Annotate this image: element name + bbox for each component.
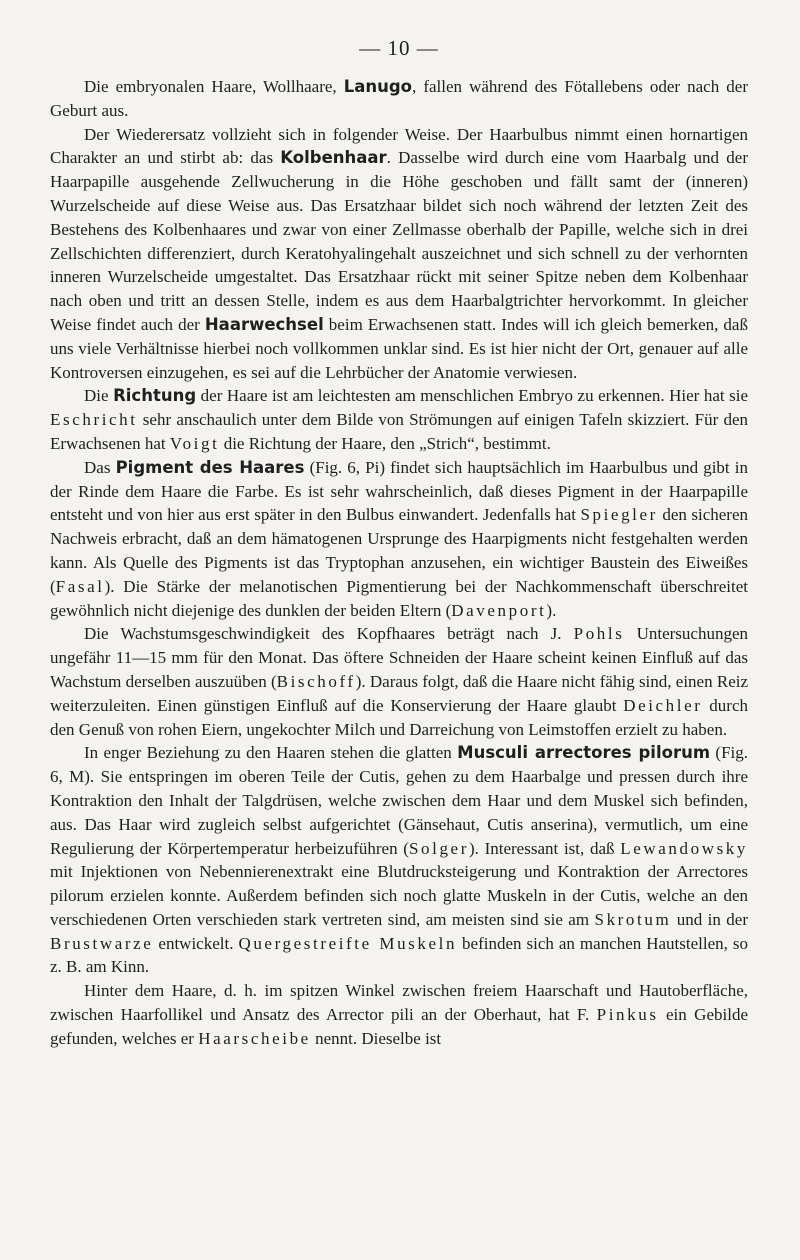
page-number: — 10 — xyxy=(359,36,439,60)
spaced-name: Solger xyxy=(408,838,469,858)
spaced-name: Davenport xyxy=(451,600,547,620)
paragraph xyxy=(50,622,748,741)
text-run: (Fig. 6, Pi) findet sich hauptsächlich im Haarbulbus und gibt in der Rinde dem Haare die Farbe. Es ist sehr wahrscheinlich, daß dieses Pigment in der Haarpapille entsteht und von hier aus erst später in den Bulbus einwandert. Jedenfalls hat xyxy=(50,457,748,525)
text-run: ). Die Stärke der melanotischen Pigmentierung bei der Nachkommenschaft überschreitet gewöhnlich nicht diejenige des dunklen der beiden Eltern ( xyxy=(50,576,748,620)
text-run: sehr anschaulich unter dem Bilde von Strömungen auf einigen Tafeln skizziert. Für den Erwachsenen hat xyxy=(50,410,748,453)
spaced-name: Quergestreifte Muskeln xyxy=(238,933,458,953)
text-run: ). Interessant ist, daß xyxy=(468,838,621,858)
spaced-name: Skrotum xyxy=(594,909,672,929)
text-run: Untersuchungen ungefähr 11—15 mm für den Monat. Das öftere Schneiden der Haare scheint keinen Einfluß auf das Wachstum derselben auszuüben ( xyxy=(50,624,748,691)
spaced-name: Fasal xyxy=(55,576,105,596)
spaced-name: Deichler xyxy=(623,695,703,715)
text-run: beim Erwachsenen statt. Indes will ich gleich bemerken, daß uns viele Verhältnisse hierbei noch vollkommen unklar sind. Es ist hier nicht der Ort, genauer auf alle Kontroversen einzugehen, es sei auf die Lehrbücher der Anatomie verwiesen. xyxy=(50,314,748,382)
spaced-name: Eschricht xyxy=(50,410,138,430)
spaced-name: Bischoff xyxy=(276,671,356,691)
text-run: . Dasselbe wird durch eine vom Haarbalg und der Haarpapille ausgehende Zellwucherung in die Höhe geschoben und fällt samt der (inneren) Wurzelscheide auf diese Weise aus. Das Ersatzhaar bildet sich noch während der letzten Zeit des Bestehens des Kolbenhaares und zwar von einer Zellmasse oberhalb der Papille, welche sich in drei Zellschichten differenziert, durch Keratohyalingehalt auszeichnet und sich schnell zu der verhornten inneren Wurzelscheide umgestaltet. Das Ersatzhaar rückt mit seiner Spitze neben dem Kolbenhaar nach oben und tritt an dessen Stelle, indem es aus dem Haarbalgtrichter hervorkommt. In gleicher Weise findet auch der xyxy=(50,148,748,334)
text-run: befinden sich an manchen Hautstellen, so z. B. am Kinn. xyxy=(50,933,748,977)
spaced-name: Pinkus xyxy=(596,1005,659,1025)
text-run: Das xyxy=(84,457,116,477)
text-run: der Haare ist am leichtesten am menschlichen Embryo zu erkennen. Hier hat sie xyxy=(196,386,749,406)
text-run: Der Wiederersatz vollzieht sich in folgender Weise. Der Haarbulbus nimmt einen hornartigen Charakter an und stirbt ab: das xyxy=(50,124,748,168)
spaced-name: Haarscheibe xyxy=(198,1028,311,1048)
text-run: den sicheren Nachweis erbracht, daß an dem hämatogenen Ursprunge des Haarpigments nicht festgehalten werden kann. Als Quelle des Pigments ist das Tryptophan anzusehen, ein wichtiger Baustein des Eiweißes ( xyxy=(50,505,748,596)
spaced-name: Lewandowsky xyxy=(620,838,748,858)
bold-term: Haarwechsel xyxy=(204,314,324,334)
paragraph xyxy=(50,741,748,979)
spaced-name: Pohls xyxy=(573,624,625,644)
text-run: durch den Genuß von rohen Eiern, ungekochter Milch und Darreichung von Leimstoffen erzielt zu haben. xyxy=(50,695,748,739)
spaced-name: Spiegler xyxy=(580,505,658,525)
bold-term: Kolbenhaar xyxy=(280,148,387,168)
text-run: ). Daraus folgt, daß die Haare nicht fähig sind, einen Reiz weiterzuleiten. Einen günstigen Einfluß auf die Konservierung der Haare glaubt xyxy=(50,671,749,715)
spaced-name: Voigt xyxy=(169,433,220,453)
paragraph xyxy=(50,75,748,123)
bold-term: Musculi arrectores pilorum xyxy=(457,743,711,763)
text-run: , fallen während des Fötallebens oder nach der Geburt aus. xyxy=(50,77,748,120)
text-run: (Fig. 6, M). Sie entspringen im oberen Teile der Cutis, gehen zu dem Haarbalge und pressen durch ihre Kontraktion den Inhalt der Talgdrüsen, welche zwischen dem Haar und dem Muskel sich befinden, aus. Das Haar wird zugleich selbst aufgerichtet (Gänsehaut, Cutis anserina), vermutlich, um eine Regulierung der Körpertemperatur herbeizuführen ( xyxy=(50,743,748,858)
text-run: Hinter dem Haare, d. h. im spitzen Winkel zwischen freiem Haarschaft und Hautoberfläche, zwischen Haarfollikel und Ansatz des Arrector pili an der Oberhaut, hat F. xyxy=(50,981,748,1025)
text-run: Die xyxy=(84,386,114,406)
text-run: ). xyxy=(546,600,557,620)
text-run: entwickelt. xyxy=(153,933,239,953)
bold-term: Pigment des Haares xyxy=(115,457,305,477)
paragraph xyxy=(50,456,748,623)
text-run: Die Wachstumsgeschwindigkeit des Kopfhaares beträgt nach J. xyxy=(84,624,574,644)
text-run: In enger Beziehung zu den Haaren stehen die glatten xyxy=(84,743,458,763)
paragraph xyxy=(50,979,748,1050)
text-run: mit Injektionen von Nebennierenextrakt eine Blutdrucksteigerung und Kontraktion der Arrectores pilorum erzielen konnte. Außerdem befinden sich noch glatte Muskeln in der Cutis, welche an den verschiedenen Orten verschieden stark vertreten sind, am meisten sind sie am xyxy=(50,862,748,929)
text-run: Die embryonalen Haare, Wollhaare, xyxy=(84,77,344,96)
text-run: und in der xyxy=(671,909,748,929)
text-run: ein Gebilde gefunden, welches er xyxy=(50,1005,748,1048)
spaced-name: Brustwarze xyxy=(50,933,154,953)
paragraph xyxy=(50,123,748,385)
body-text xyxy=(50,75,748,1051)
bold-term: Lanugo xyxy=(343,77,413,96)
text-run: nennt. Dieselbe ist xyxy=(310,1028,442,1048)
paragraph xyxy=(50,384,748,455)
bold-term: Richtung xyxy=(113,386,197,406)
text-run: die Richtung der Haare, den „Strich“, bestimmt. xyxy=(219,433,551,453)
